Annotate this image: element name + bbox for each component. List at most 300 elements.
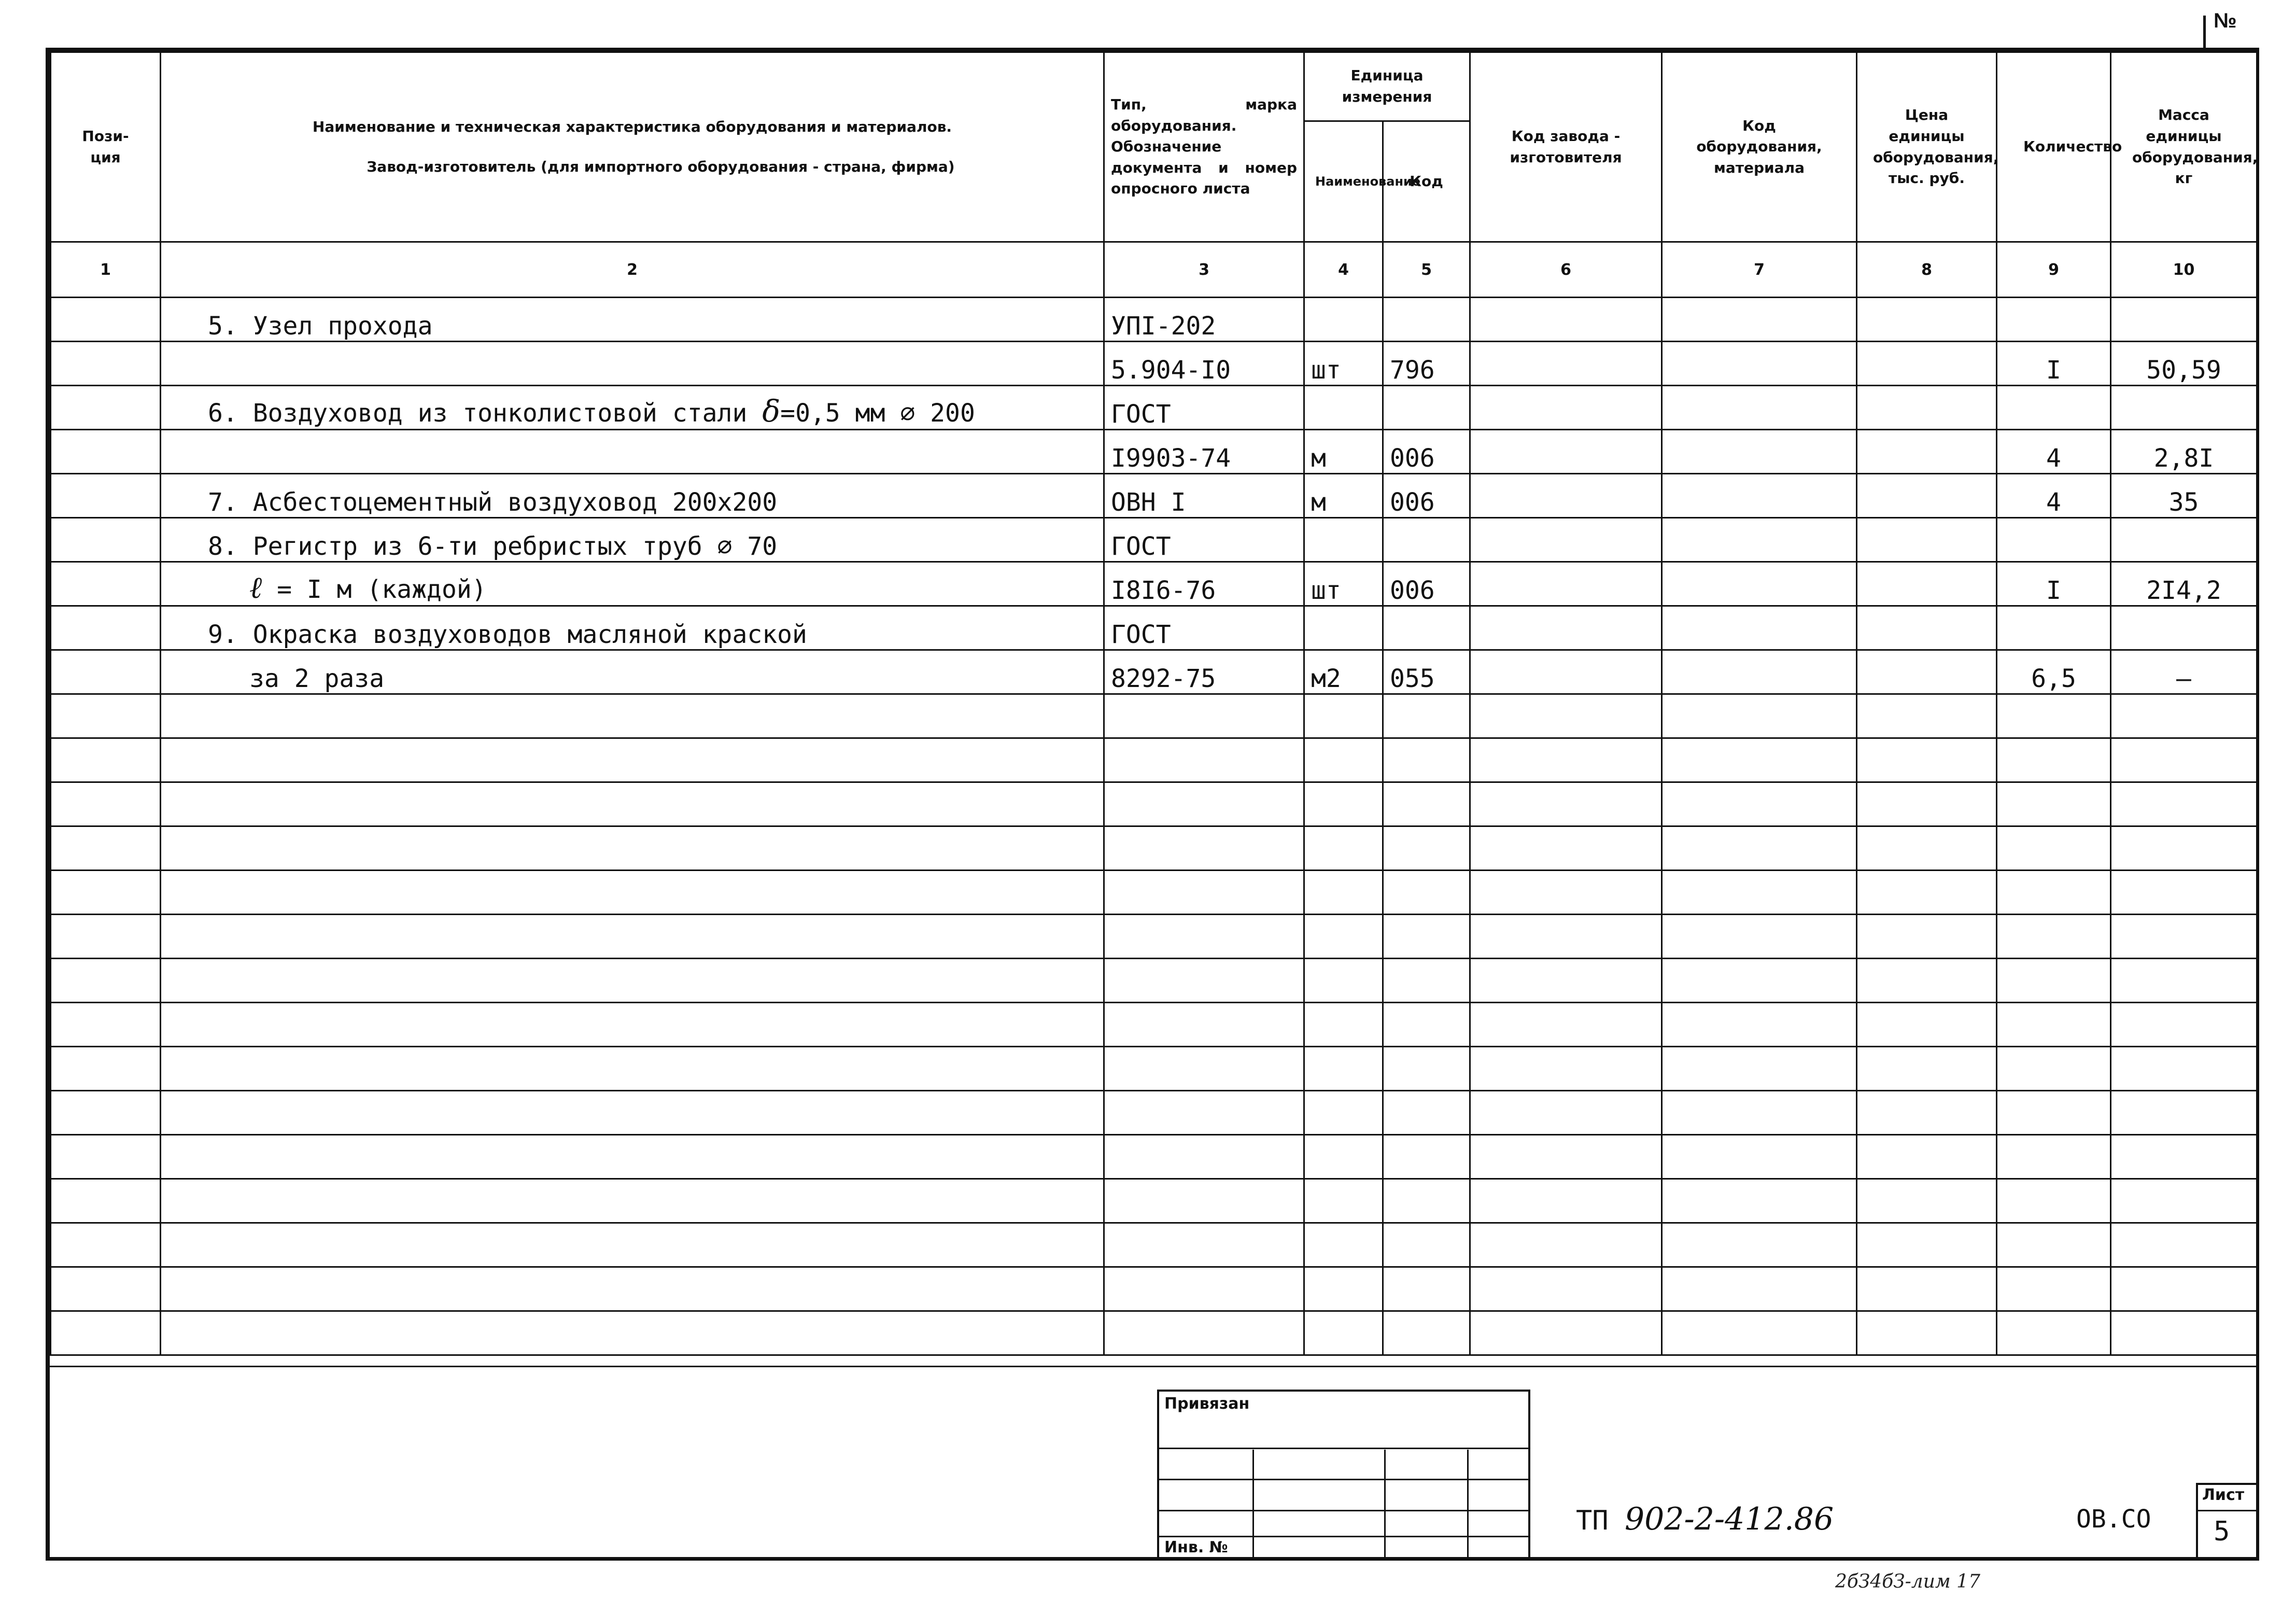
empty-cell bbox=[1104, 1223, 1304, 1267]
document-number: 902-2-412.86 bbox=[1624, 1501, 1834, 1537]
empty-cell bbox=[1857, 915, 1997, 959]
name-cell bbox=[161, 474, 1104, 518]
empty-cell bbox=[1383, 871, 1470, 915]
sheet-box bbox=[2196, 1483, 2256, 1561]
mass-cell bbox=[2111, 518, 2257, 562]
empty-cell bbox=[1997, 871, 2111, 915]
empty-cell bbox=[1383, 1047, 1470, 1091]
empty-cell bbox=[161, 1135, 1104, 1179]
name-text: 5. Узел прохода bbox=[208, 312, 433, 341]
binding-divider bbox=[1467, 1450, 1469, 1559]
empty-cell bbox=[161, 959, 1104, 1003]
equipment-code-cell bbox=[1662, 474, 1857, 518]
empty-row bbox=[51, 1311, 2257, 1355]
column-number: 2 bbox=[161, 242, 1104, 298]
equipment-code-cell bbox=[1662, 606, 1857, 650]
manufacturer-code-cell bbox=[1470, 342, 1662, 386]
empty-cell bbox=[161, 694, 1104, 738]
price-cell bbox=[1857, 386, 1997, 430]
empty-cell bbox=[1304, 826, 1383, 871]
empty-cell bbox=[1383, 738, 1470, 782]
header-manufacturer-code: Код завода - изготовителя bbox=[1470, 52, 1662, 242]
empty-cell bbox=[1997, 1311, 2111, 1355]
empty-cell bbox=[1857, 826, 1997, 871]
corner-mark: № bbox=[2214, 9, 2237, 32]
name-text: 9. Окраска воздуховодов масляной краской bbox=[208, 620, 807, 649]
empty-cell bbox=[1304, 1047, 1383, 1091]
empty-cell bbox=[1470, 694, 1662, 738]
empty-cell bbox=[1470, 782, 1662, 826]
empty-cell bbox=[2111, 1135, 2257, 1179]
empty-cell bbox=[1383, 1311, 1470, 1355]
unit-name-cell: м bbox=[1304, 474, 1383, 518]
binding-line bbox=[1159, 1536, 1528, 1537]
column-number: 3 bbox=[1104, 242, 1304, 298]
specification-table bbox=[50, 51, 2258, 1356]
unit-code-cell: 055 bbox=[1383, 650, 1470, 694]
empty-cell bbox=[1104, 1091, 1304, 1135]
empty-cell bbox=[1662, 1091, 1857, 1135]
empty-cell bbox=[1470, 959, 1662, 1003]
empty-cell bbox=[51, 1179, 161, 1223]
empty-cell bbox=[51, 694, 161, 738]
empty-cell bbox=[2111, 694, 2257, 738]
mass-cell: 2I4,2 bbox=[2111, 562, 2257, 606]
empty-cell bbox=[1383, 1091, 1470, 1135]
unit-code-cell: 006 bbox=[1383, 430, 1470, 474]
empty-cell bbox=[2111, 1311, 2257, 1355]
empty-cell bbox=[51, 1135, 161, 1179]
manufacturer-code-cell bbox=[1470, 474, 1662, 518]
empty-cell bbox=[1857, 959, 1997, 1003]
position-cell bbox=[51, 562, 161, 606]
equipment-code-cell bbox=[1662, 342, 1857, 386]
mass-cell bbox=[2111, 386, 2257, 430]
unit-code-cell bbox=[1383, 518, 1470, 562]
type-cell: I9903-74 bbox=[1104, 430, 1304, 474]
equipment-code-cell bbox=[1662, 298, 1857, 342]
type-cell: I8I6-76 bbox=[1104, 562, 1304, 606]
empty-cell bbox=[1662, 871, 1857, 915]
empty-cell bbox=[1304, 1311, 1383, 1355]
column-number: 5 bbox=[1383, 242, 1470, 298]
position-cell bbox=[51, 342, 161, 386]
empty-cell bbox=[1304, 782, 1383, 826]
column-number: 6 bbox=[1470, 242, 1662, 298]
empty-cell bbox=[2111, 738, 2257, 782]
empty-cell bbox=[1470, 826, 1662, 871]
empty-row bbox=[51, 694, 2257, 738]
type-cell: ГОСТ bbox=[1104, 518, 1304, 562]
manufacturer-code-cell bbox=[1470, 430, 1662, 474]
equipment-code-cell bbox=[1662, 650, 1857, 694]
empty-cell bbox=[1104, 738, 1304, 782]
empty-cell bbox=[1470, 1091, 1662, 1135]
position-cell bbox=[51, 474, 161, 518]
empty-cell bbox=[1304, 959, 1383, 1003]
empty-cell bbox=[161, 1047, 1104, 1091]
table-row bbox=[51, 298, 2257, 342]
unit-code-cell bbox=[1383, 386, 1470, 430]
unit-code-cell: 006 bbox=[1383, 562, 1470, 606]
document-prefix: ТП bbox=[1576, 1505, 1609, 1536]
empty-cell bbox=[1662, 1047, 1857, 1091]
empty-cell bbox=[1662, 915, 1857, 959]
empty-cell bbox=[1104, 1311, 1304, 1355]
empty-cell bbox=[1104, 694, 1304, 738]
empty-cell bbox=[1304, 1091, 1383, 1135]
unit-name-cell bbox=[1304, 518, 1383, 562]
type-cell: УПI-202 bbox=[1104, 298, 1304, 342]
manufacturer-code-cell bbox=[1470, 562, 1662, 606]
empty-cell bbox=[1662, 1179, 1857, 1223]
empty-cell bbox=[1857, 1223, 1997, 1267]
empty-cell bbox=[51, 915, 161, 959]
empty-cell bbox=[1857, 1091, 1997, 1135]
unit-name-cell bbox=[1304, 386, 1383, 430]
empty-row bbox=[51, 1003, 2257, 1047]
name-cell bbox=[161, 386, 1104, 430]
name-tail: = I м (каждой) bbox=[262, 575, 487, 604]
header-equipment-code: Код оборудования, материала bbox=[1662, 52, 1857, 242]
empty-cell bbox=[1304, 738, 1383, 782]
position-cell bbox=[51, 650, 161, 694]
header-mass: Масса единицы оборудования, кг bbox=[2111, 52, 2257, 242]
binding-line bbox=[1159, 1479, 1528, 1480]
empty-cell bbox=[161, 1179, 1104, 1223]
binding-line bbox=[1159, 1448, 1528, 1449]
empty-cell bbox=[1662, 694, 1857, 738]
header-type: Тип, марка оборудования. Обозначение документа и номер опросного листа bbox=[1104, 52, 1304, 242]
quantity-cell: 6,5 bbox=[1997, 650, 2111, 694]
position-cell bbox=[51, 386, 161, 430]
empty-cell bbox=[1997, 694, 2111, 738]
price-cell bbox=[1857, 298, 1997, 342]
quantity-cell: 4 bbox=[1997, 474, 2111, 518]
empty-cell bbox=[161, 915, 1104, 959]
empty-cell bbox=[2111, 915, 2257, 959]
table-row bbox=[51, 430, 2257, 474]
mass-cell: – bbox=[2111, 650, 2257, 694]
empty-cell bbox=[161, 738, 1104, 782]
manufacturer-code-cell bbox=[1470, 606, 1662, 650]
binding-divider bbox=[1252, 1450, 1254, 1559]
quantity-cell bbox=[1997, 518, 2111, 562]
empty-cell bbox=[1104, 1267, 1304, 1311]
table-row bbox=[51, 562, 2257, 606]
empty-row bbox=[51, 1179, 2257, 1223]
price-cell bbox=[1857, 606, 1997, 650]
binding-divider bbox=[1384, 1450, 1386, 1559]
empty-cell bbox=[1104, 826, 1304, 871]
empty-row bbox=[51, 1135, 2257, 1179]
sheet-separator bbox=[2198, 1510, 2256, 1511]
empty-cell bbox=[1304, 871, 1383, 915]
empty-cell bbox=[1304, 694, 1383, 738]
empty-cell bbox=[1857, 1267, 1997, 1311]
price-cell bbox=[1857, 562, 1997, 606]
header-quantity: Количество bbox=[1997, 52, 2111, 242]
name-cell bbox=[161, 606, 1104, 650]
empty-cell bbox=[161, 1091, 1104, 1135]
type-cell: ГОСТ bbox=[1104, 386, 1304, 430]
manufacturer-code-cell bbox=[1470, 298, 1662, 342]
unit-name-cell bbox=[1304, 606, 1383, 650]
inventory-label: Инв. № bbox=[1164, 1538, 1228, 1556]
name-cell bbox=[161, 518, 1104, 562]
empty-cell bbox=[1662, 1311, 1857, 1355]
empty-cell bbox=[1997, 826, 2111, 871]
empty-cell bbox=[161, 1223, 1104, 1267]
unit-name-cell: м2 bbox=[1304, 650, 1383, 694]
table-row bbox=[51, 342, 2257, 386]
unit-name-cell: шт bbox=[1304, 342, 1383, 386]
empty-cell bbox=[2111, 1091, 2257, 1135]
unit-code-cell bbox=[1383, 606, 1470, 650]
empty-cell bbox=[51, 959, 161, 1003]
header-name-line1: Наименование и техническая характеристика оборудования и материалов. bbox=[312, 118, 952, 135]
name-text: 7. Асбестоцементный воздуховод 200х200 bbox=[208, 488, 778, 517]
table-row bbox=[51, 518, 2257, 562]
name-cell bbox=[161, 562, 1104, 606]
column-number: 8 bbox=[1857, 242, 1997, 298]
empty-row bbox=[51, 1047, 2257, 1091]
empty-cell bbox=[161, 871, 1104, 915]
empty-cell bbox=[2111, 826, 2257, 871]
stamp-top-line bbox=[50, 1366, 2256, 1367]
unit-code-cell: 006 bbox=[1383, 474, 1470, 518]
manufacturer-code-cell bbox=[1470, 386, 1662, 430]
empty-cell bbox=[1104, 959, 1304, 1003]
empty-cell bbox=[1104, 782, 1304, 826]
empty-cell bbox=[1383, 782, 1470, 826]
empty-cell bbox=[1104, 1003, 1304, 1047]
equipment-code-cell bbox=[1662, 386, 1857, 430]
quantity-cell bbox=[1997, 386, 2111, 430]
empty-cell bbox=[1470, 1311, 1662, 1355]
empty-cell bbox=[51, 826, 161, 871]
empty-cell bbox=[1857, 1179, 1997, 1223]
empty-cell bbox=[1662, 1223, 1857, 1267]
empty-cell bbox=[1383, 694, 1470, 738]
empty-cell bbox=[161, 782, 1104, 826]
empty-cell bbox=[1304, 1267, 1383, 1311]
symbol-glyph: δ bbox=[762, 394, 781, 429]
empty-cell bbox=[2111, 1047, 2257, 1091]
empty-cell bbox=[1997, 1179, 2111, 1223]
header-unit-group: Единица измерения bbox=[1304, 52, 1470, 121]
empty-cell bbox=[161, 1267, 1104, 1311]
form-code: ОВ.СО bbox=[2076, 1505, 2151, 1534]
unit-code-cell bbox=[1383, 298, 1470, 342]
empty-row bbox=[51, 738, 2257, 782]
empty-cell bbox=[161, 1311, 1104, 1355]
empty-cell bbox=[2111, 1179, 2257, 1223]
empty-cell bbox=[1304, 1223, 1383, 1267]
empty-cell bbox=[51, 1223, 161, 1267]
column-number: 1 bbox=[51, 242, 161, 298]
name-tail: =0,5 мм ∅ 200 bbox=[780, 399, 975, 428]
mass-cell bbox=[2111, 298, 2257, 342]
empty-row bbox=[51, 871, 2257, 915]
price-cell bbox=[1857, 650, 1997, 694]
unit-code-cell: 796 bbox=[1383, 342, 1470, 386]
mass-cell: 50,59 bbox=[2111, 342, 2257, 386]
sheet-number: 5 bbox=[2214, 1516, 2230, 1547]
empty-cell bbox=[1104, 915, 1304, 959]
empty-cell bbox=[1470, 1003, 1662, 1047]
header-unit-name: Наименование bbox=[1304, 121, 1383, 242]
empty-cell bbox=[2111, 1003, 2257, 1047]
empty-cell bbox=[1857, 1047, 1997, 1091]
sheet-label: Лист bbox=[2202, 1486, 2245, 1504]
empty-cell bbox=[1470, 915, 1662, 959]
type-cell: 5.904-I0 bbox=[1104, 342, 1304, 386]
empty-cell bbox=[1383, 1267, 1470, 1311]
empty-cell bbox=[51, 1003, 161, 1047]
empty-cell bbox=[51, 871, 161, 915]
empty-cell bbox=[1997, 959, 2111, 1003]
empty-cell bbox=[1997, 1135, 2111, 1179]
empty-cell bbox=[1383, 1179, 1470, 1223]
empty-cell bbox=[1857, 1003, 1997, 1047]
quantity-cell: I bbox=[1997, 342, 2111, 386]
column-number: 9 bbox=[1997, 242, 2111, 298]
equipment-code-cell bbox=[1662, 430, 1857, 474]
header-name bbox=[161, 52, 1104, 242]
empty-cell bbox=[1470, 1179, 1662, 1223]
name-cell bbox=[161, 342, 1104, 386]
symbol-glyph: ℓ bbox=[249, 570, 262, 605]
header-price: Цена единицы оборудования, тыс. руб. bbox=[1857, 52, 1997, 242]
empty-cell bbox=[1104, 871, 1304, 915]
empty-row bbox=[51, 826, 2257, 871]
type-cell: ГОСТ bbox=[1104, 606, 1304, 650]
empty-cell bbox=[1662, 959, 1857, 1003]
empty-cell bbox=[1383, 915, 1470, 959]
empty-cell bbox=[1383, 1223, 1470, 1267]
empty-cell bbox=[1662, 826, 1857, 871]
empty-cell bbox=[1383, 959, 1470, 1003]
manufacturer-code-cell bbox=[1470, 650, 1662, 694]
empty-cell bbox=[1857, 694, 1997, 738]
binding-line bbox=[1159, 1510, 1528, 1511]
empty-cell bbox=[1997, 1091, 2111, 1135]
name-cell bbox=[161, 650, 1104, 694]
name-text: за 2 раза bbox=[249, 664, 385, 693]
unit-name-cell bbox=[1304, 298, 1383, 342]
unit-name-cell: шт bbox=[1304, 562, 1383, 606]
equipment-code-cell bbox=[1662, 518, 1857, 562]
binding-box bbox=[1157, 1390, 1530, 1561]
empty-cell bbox=[51, 1311, 161, 1355]
name-cell bbox=[161, 430, 1104, 474]
empty-cell bbox=[1470, 1267, 1662, 1311]
empty-cell bbox=[1104, 1179, 1304, 1223]
empty-cell bbox=[51, 782, 161, 826]
empty-cell bbox=[1997, 1267, 2111, 1311]
price-cell bbox=[1857, 430, 1997, 474]
empty-cell bbox=[51, 1091, 161, 1135]
column-number: 10 bbox=[2111, 242, 2257, 298]
type-cell: ОВН I bbox=[1104, 474, 1304, 518]
name-cell bbox=[161, 298, 1104, 342]
table-row bbox=[51, 606, 2257, 650]
empty-cell bbox=[2111, 1267, 2257, 1311]
empty-row bbox=[51, 782, 2257, 826]
empty-cell bbox=[1997, 738, 2111, 782]
price-cell bbox=[1857, 342, 1997, 386]
empty-cell bbox=[1997, 915, 2111, 959]
empty-row bbox=[51, 1091, 2257, 1135]
price-cell bbox=[1857, 474, 1997, 518]
manufacturer-code-cell bbox=[1470, 518, 1662, 562]
quantity-cell bbox=[1997, 606, 2111, 650]
empty-row bbox=[51, 1267, 2257, 1311]
empty-cell bbox=[1662, 1267, 1857, 1311]
equipment-code-cell bbox=[1662, 562, 1857, 606]
empty-cell bbox=[1662, 1135, 1857, 1179]
table-row bbox=[51, 650, 2257, 694]
empty-cell bbox=[1857, 1135, 1997, 1179]
empty-cell bbox=[1857, 871, 1997, 915]
empty-cell bbox=[51, 1267, 161, 1311]
empty-cell bbox=[1304, 1179, 1383, 1223]
header-name-line2: Завод-изготовитель (для импортного оборудования - страна, фирма) bbox=[367, 158, 955, 175]
table-row bbox=[51, 386, 2257, 430]
bound-label: Привязан bbox=[1164, 1395, 1250, 1413]
header-unit-code: Код bbox=[1383, 121, 1470, 242]
empty-cell bbox=[1662, 782, 1857, 826]
empty-cell bbox=[1857, 782, 1997, 826]
empty-cell bbox=[1470, 738, 1662, 782]
empty-cell bbox=[2111, 959, 2257, 1003]
quantity-cell: 4 bbox=[1997, 430, 2111, 474]
empty-cell bbox=[1470, 1135, 1662, 1179]
corner-tick bbox=[2203, 16, 2206, 48]
empty-cell bbox=[51, 738, 161, 782]
position-cell bbox=[51, 518, 161, 562]
empty-cell bbox=[2111, 1223, 2257, 1267]
empty-cell bbox=[1383, 1003, 1470, 1047]
empty-cell bbox=[1470, 871, 1662, 915]
position-cell bbox=[51, 298, 161, 342]
unit-name-cell: м bbox=[1304, 430, 1383, 474]
quantity-cell: I bbox=[1997, 562, 2111, 606]
name-text: 6. Воздуховод из тонколистовой стали bbox=[208, 399, 763, 428]
empty-cell bbox=[1304, 1003, 1383, 1047]
name-text: 8. Регистр из 6-ти ребристых труб ∅ 70 bbox=[208, 532, 778, 561]
empty-cell bbox=[1470, 1223, 1662, 1267]
price-cell bbox=[1857, 518, 1997, 562]
empty-cell bbox=[1662, 1003, 1857, 1047]
empty-cell bbox=[161, 826, 1104, 871]
table-row bbox=[51, 474, 2257, 518]
empty-cell bbox=[1383, 1135, 1470, 1179]
mass-cell: 35 bbox=[2111, 474, 2257, 518]
empty-cell bbox=[1997, 1003, 2111, 1047]
empty-cell bbox=[1383, 826, 1470, 871]
empty-cell bbox=[1857, 738, 1997, 782]
mass-cell bbox=[2111, 606, 2257, 650]
empty-cell bbox=[2111, 871, 2257, 915]
empty-cell bbox=[1304, 1135, 1383, 1179]
empty-row bbox=[51, 915, 2257, 959]
column-number: 7 bbox=[1662, 242, 1857, 298]
empty-cell bbox=[1997, 782, 2111, 826]
document-code bbox=[1576, 1501, 1834, 1537]
empty-row bbox=[51, 1223, 2257, 1267]
